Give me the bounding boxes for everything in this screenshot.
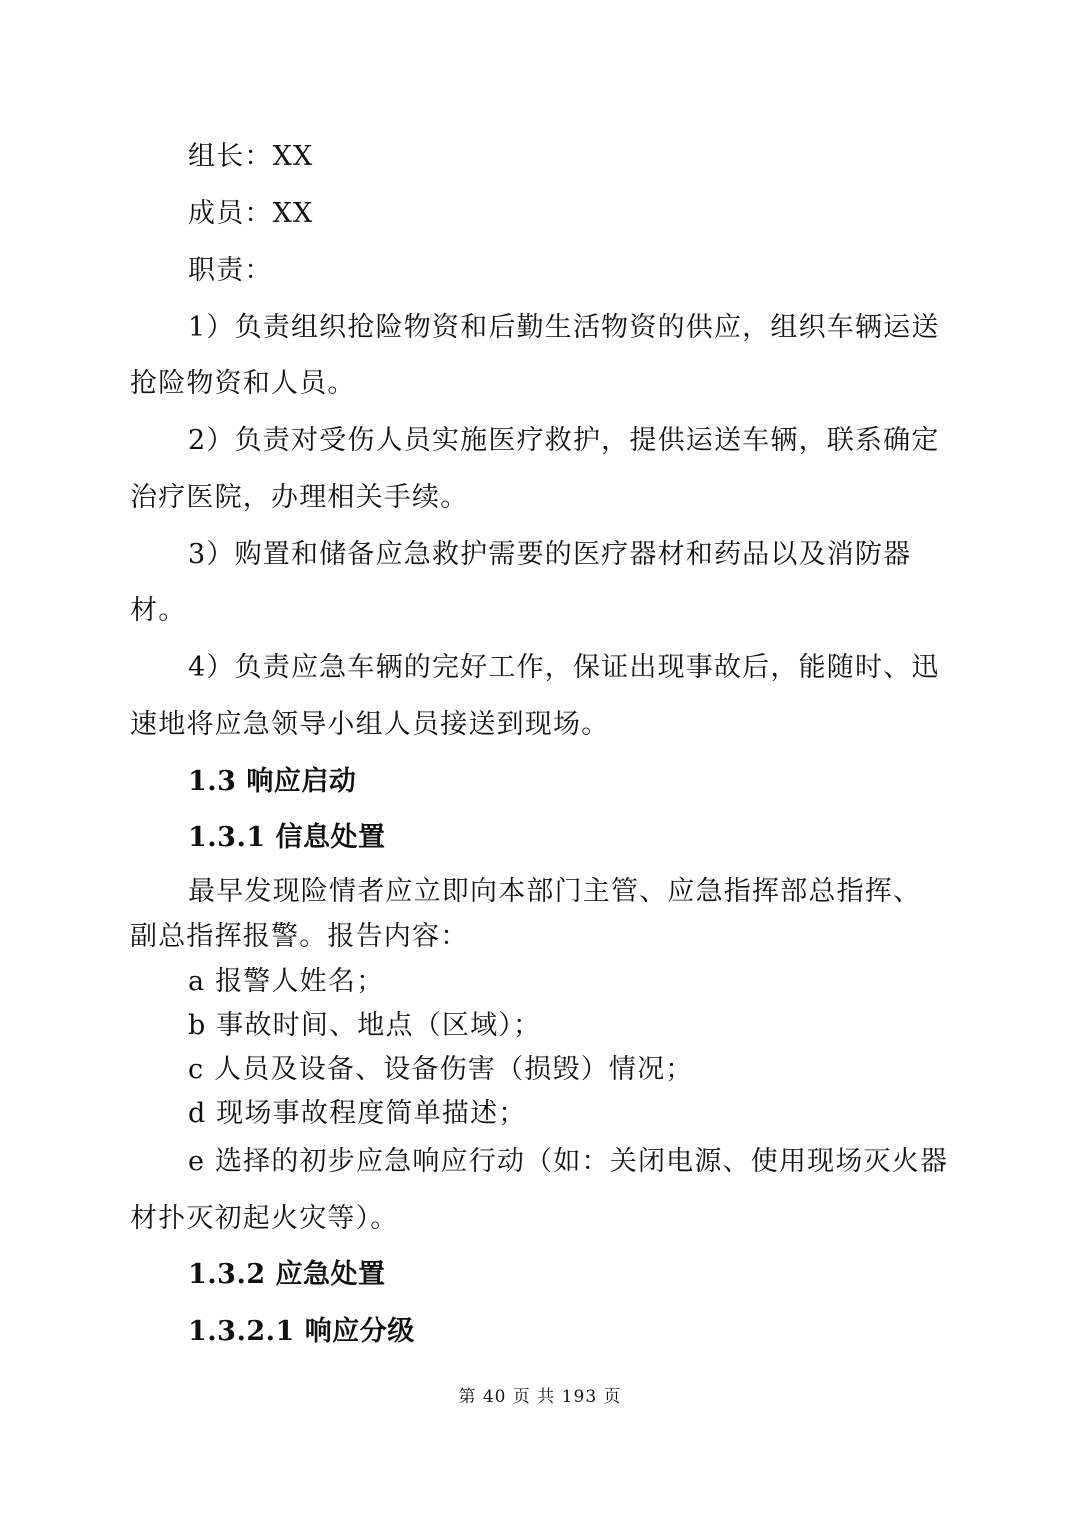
team-members: 成员：XX — [188, 198, 314, 229]
info-intro-line-2: 副总指挥报警。报告内容： — [130, 921, 469, 952]
duties-label: 职责： — [188, 255, 273, 286]
duty-1-line-2: 抢险物资和人员。 — [130, 368, 356, 399]
page-number-footer: 第 40 页 共 193 页 — [458, 1387, 622, 1407]
duty-1-line-1: 1）负责组织抢险物资和后勤生活物资的供应，组织车辆运送 — [188, 312, 940, 343]
duty-2-line-1: 2）负责对受伤人员实施医疗救护，提供运送车辆，联系确定 — [188, 425, 940, 456]
duty-4-line-1: 4）负责应急车辆的完好工作，保证出现事故后，能随时、迅 — [188, 652, 940, 683]
duty-3-line-2: 材。 — [130, 595, 187, 626]
section-1-3-1-heading: 1.3.1 信息处置 — [188, 822, 386, 853]
duty-3-line-1: 3）购置和储备应急救护需要的医疗器材和药品以及消防器 — [188, 539, 912, 570]
section-1-3-2-heading: 1.3.2 应急处置 — [188, 1259, 386, 1290]
report-item-a: a 报警人姓名； — [188, 966, 385, 997]
section-1-3-2-1-heading: 1.3.2.1 响应分级 — [188, 1316, 415, 1347]
report-item-e-line-2: 材扑灭初起火灾等）。 — [130, 1203, 399, 1234]
report-item-b: b 事故时间、地点（区域）； — [188, 1010, 542, 1041]
info-intro-line-1: 最早发现险情者应立即向本部门主管、应急指挥部总指挥、 — [188, 876, 922, 907]
report-item-e-line-1: e 选择的初步应急响应行动（如：关闭电源、使用现场灭火器 — [188, 1146, 949, 1177]
report-item-c: c 人员及设备、设备伤害（损毁）情况； — [188, 1054, 694, 1085]
report-item-d: d 现场事故程度简单描述； — [188, 1098, 527, 1129]
section-1-3-heading: 1.3 响应启动 — [188, 766, 357, 797]
duty-4-line-2: 速地将应急领导小组人员接送到现场。 — [130, 709, 610, 740]
team-leader: 组长：XX — [188, 141, 314, 172]
duty-2-line-2: 治疗医院，办理相关手续。 — [130, 482, 469, 513]
